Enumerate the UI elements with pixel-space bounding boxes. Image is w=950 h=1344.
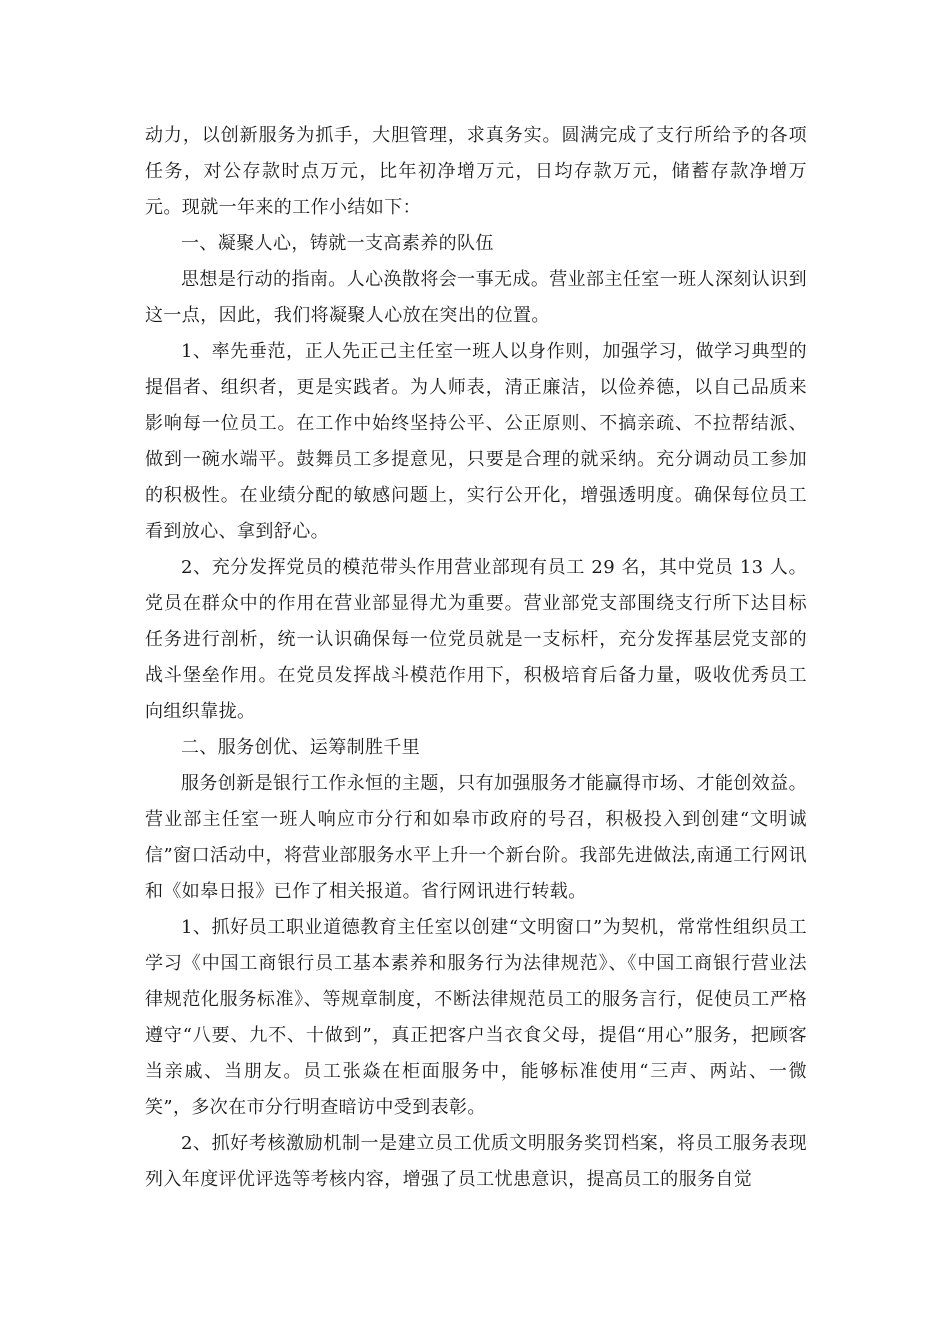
paragraph-1-2: 2、充分发挥党员的模范带头作用营业部现有员工 29 名，其中党员 13 人。党员在群众中的作用在营业部显得尤为重要。营业部党支部围绕支行所下达目标任务进行剖析，统一认识确保每一位党员就是一支标杆，充分发挥基层党支部的战斗堡垒作用。在党员发挥战斗模范作用下，积极培育后备力量，吸收优秀员工向组织靠拢。 [145, 557, 807, 722]
paragraph-1-1: 1、率先垂范，正人先正己主任室一班人以身作则，加强学习，做学习典型的提倡者、组织者，更是实践者。为人师表，清正廉洁，以俭养德，以自己品质来影响每一位员工。在工作中始终坚持公平、公正原则、不搞亲疏、不拉帮结派、做到一碗水端平。鼓舞员工多提意见，只要是合理的就采纳。充分调动员工参加的积极性。在业绩分配的敏感问题上，实行公开化，增强透明度。确保每位员工看到放心、拿到舒心。 [145, 341, 807, 542]
section-heading-2: 二、服务创优、运筹制胜千里 [181, 737, 421, 758]
paragraph-2-2: 2、抓好考核激励机制一是建立员工优质文明服务奖罚档案，将员工服务表现列入年度评优评选等考核内容，增强了员工忧患意识，提高员工的服务自觉 [145, 1133, 807, 1190]
paragraph-2-1: 1、抓好员工职业道德教育主任室以创建“文明窗口”为契机，常常性组织员工学习《中国工商银行员工基本素养和服务行为法律规范》、《中国工商银行营业法律规范化服务标准》、等规章制度，不断法律规范员工的服务言行，促使员工严格遵守“八要、九不、十做到”，真正把客户当衣食父母，提倡“用心”服务，把顾客当亲戚、当朋友。员工张焱在柜面服务中，能够标准使用“三声、两站、一微笑”，多次在市分行明查暗访中受到表彰。 [145, 917, 807, 1118]
section-heading-1: 一、凝聚人心，铸就一支高素养的队伍 [181, 233, 494, 254]
document-body [145, 118, 807, 1198]
paragraph-1: 思想是行动的指南。人心涣散将会一事无成。营业部主任室一班人深刻认识到这一点，因此，我们将凝聚人心放在突出的位置。 [145, 269, 807, 326]
paragraph-2: 服务创新是银行工作永恒的主题，只有加强服务才能赢得市场、才能创效益。营业部主任室一班人响应市分行和如皋市政府的号召，积极投入到创建“文明诚信”窗口活动中，将营业部服务水平上升一个新台阶。我部先进做法,南通工行网讯和《如皋日报》已作了相关报道。省行网讯进行转载。 [145, 773, 807, 902]
paragraph-intro-continued: 动力，以创新服务为抓手，大胆管理，求真务实。圆满完成了支行所给予的各项任务，对公存款时点万元，比年初净增万元，日均存款万元，储蓄存款净增万元。现就一年来的工作小结如下： [145, 125, 807, 218]
